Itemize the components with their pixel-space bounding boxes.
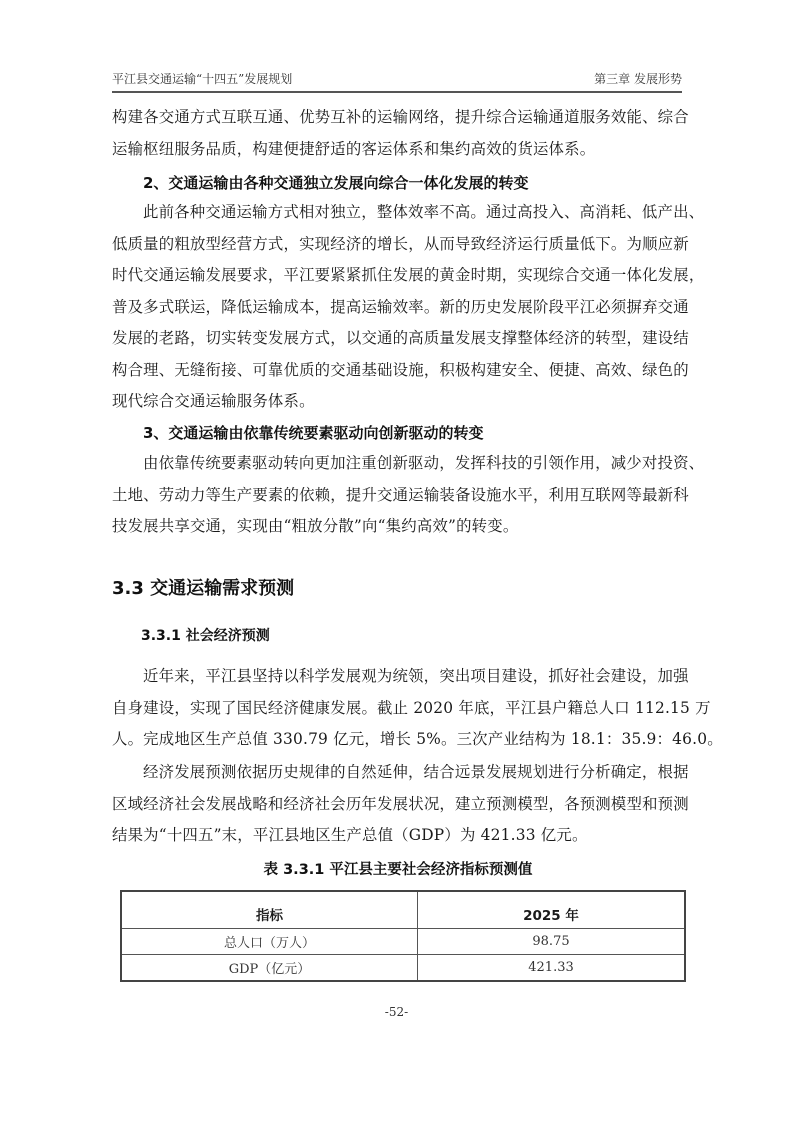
text-line: 区域经济社会发展战略和经济社会历年发展状况，建立预测模型，各预测模型和预测 <box>112 794 689 813</box>
text-line: 运输枢纽服务品质，构建便捷舒适的客运体系和集约高效的货运体系。 <box>112 139 596 158</box>
text-line: 低质量的粗放型经营方式，实现经济的增长，从而导致经济运行质量低下。为顺应新 <box>112 234 689 253</box>
table-caption: 表 3.3.1 平江县主要社会经济指标预测值 <box>263 862 533 878</box>
table-row <box>121 929 685 955</box>
header-divider <box>112 91 682 93</box>
text-line: 发展的老路，切实转变发展方式，以交通的高质量发展支撑整体经济的转型，建设结 <box>112 329 689 347</box>
text-line: 构建各交通方式互联互通、优势互补的运输网络，提升综合运输通道服务效能、综合 <box>112 108 689 126</box>
page-header <box>112 70 682 90</box>
table-header-row <box>121 891 685 929</box>
text-line: 近年来，平江县坚持以科学发展观为统领，突出项目建设，抓好社会建设，加强 <box>143 667 689 685</box>
subheading-innovation-shift: 3、交通运输由依靠传统要素驱动向创新驱动的转变 <box>143 424 484 442</box>
column-header-year: 2025 年 <box>418 891 686 929</box>
text-line: 现代综合交通运输服务体系。 <box>112 392 315 410</box>
page-number: -52- <box>384 1005 409 1019</box>
text-line: 构合理、无缝衔接、可靠优质的交通基础设施，积极构建安全、便捷、高效、绿色的 <box>112 360 689 379</box>
paragraph-economy-forecast <box>112 757 689 852</box>
table-cell-indicator: GDP（亿元） <box>121 955 418 982</box>
paragraph-innovation <box>112 448 705 543</box>
table-cell-value: 421.33 <box>418 955 686 982</box>
paragraph-continuation <box>112 102 689 165</box>
header-chapter-title: 第三章 发展形势 <box>594 72 682 86</box>
text-line: 经济发展预测依据历史规律的自然延伸，结合远景发展规划进行分析确定，根据 <box>143 763 689 781</box>
column-header-indicator: 指标 <box>121 891 418 929</box>
text-line: 普及多式联运，降低运输成本，提高运输效率。新的历史发展阶段平江必须摒弃交通 <box>112 297 689 316</box>
text-line: 此前各种交通运输方式相对独立，整体效率不高。通过高投入、高消耗、低产出、 <box>143 203 705 221</box>
table-cell-value: 98.75 <box>418 929 686 955</box>
text-line: 由依靠传统要素驱动转向更加注重创新驱动，发挥科技的引领作用，减少对投资、 <box>143 454 705 472</box>
paragraph-economy-status <box>112 661 723 756</box>
text-line: 时代交通运输发展要求，平江要紧紧抓住发展的黄金时期，实现综合交通一体化发展， <box>112 266 705 284</box>
table-row <box>121 955 685 982</box>
paragraph-integration <box>112 197 705 418</box>
subheading-integration-shift: 2、交通运输由各种交通独立发展向综合一体化发展的转变 <box>143 174 529 192</box>
text-line: 技发展共享交通，实现由“粗放分散”向“集约高效”的转变。 <box>112 517 519 535</box>
section-heading: 3.3 交通运输需求预测 <box>112 578 295 599</box>
subsection-heading: 3.3.1 社会经济预测 <box>141 628 270 644</box>
forecast-table <box>120 890 686 982</box>
text-line: 结果为“十四五”末，平江县地区生产总值（GDP）为 421.33 亿元。 <box>112 826 588 844</box>
text-line: 人。完成地区生产总值 330.79 亿元，增长 5%。三次产业结构为 18.1：35.9：46.0。 <box>112 730 723 748</box>
table-cell-indicator: 总人口（万人） <box>121 929 418 955</box>
header-document-title: 平江县交通运输“十四五”发展规划 <box>112 72 293 86</box>
text-line: 土地、劳动力等生产要素的依赖，提升交通运输装备设施水平，利用互联网等最新科 <box>112 485 689 504</box>
text-line: 自身建设，实现了国民经济健康发展。截止 2020 年底，平江县户籍总人口 112.15 万 <box>112 698 711 717</box>
